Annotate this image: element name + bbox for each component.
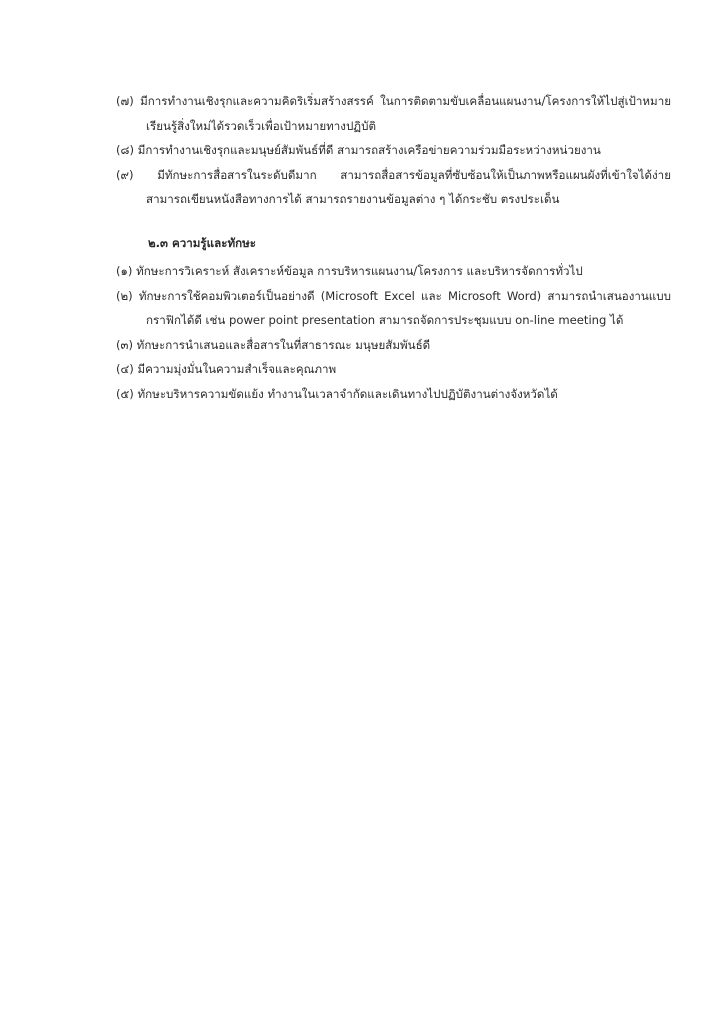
item-number: (๓) <box>116 337 133 352</box>
item-number: (๔) <box>116 362 134 376</box>
item-number: (๗) <box>116 94 134 108</box>
competency-list-continued <box>116 89 671 212</box>
item-text: ทักษะการนำเสนอและสื่อสารในที่สาธารณะ มนุษยสัมพันธ์ดี <box>136 337 431 352</box>
item-text: มีความมุ่งมั่นในความสำเร็จและคุณภาพ <box>137 362 337 376</box>
list-item <box>116 89 671 138</box>
item-number: (๕) <box>116 386 134 401</box>
item-text: ทักษะการใช้คอมพิวเตอร์เป็นอย่างดี (Microsoft Excel และ Microsoft Word) สามารถนำเสนองานแบบกราฟิกได้ดี เช่น power point presentation สามารถจัดการประชุมแบบ on-line meeting ได้ <box>138 288 671 327</box>
list-item <box>116 333 671 358</box>
item-number: (๑) <box>116 264 133 278</box>
item-number: (๒) <box>116 288 133 303</box>
item-number: (๙) <box>116 167 134 182</box>
knowledge-skills-list <box>116 259 671 406</box>
list-item <box>116 382 671 407</box>
item-text: ทักษะการวิเคราะห์ สังเคราะห์ข้อมูล การบริหารแผนงาน/โครงการ และบริหารจัดการทั่วไป <box>136 264 583 278</box>
list-item <box>116 284 671 333</box>
item-text: ทักษะบริหารความขัดแย้ง ทำงานในเวลาจำกัดและเดินทางไปปฏิบัติงานต่างจังหวัดได้ <box>137 386 558 401</box>
list-item <box>116 357 671 382</box>
item-text: มีทักษะการสื่อสารในระดับดีมาก สามารถสื่อสารข้อมูลที่ซับซ้อนให้เป็นภาพหรือแผนผังที่เข้าใจได้ง่าย สามารถเขียนหนังสือทางการได้ สามารถรายงานข้อมูลต่าง ๆ ได้กระชับ ตรงประเด็น <box>146 167 671 206</box>
section-heading: ๒.๓ ความรู้และทักษะ <box>148 236 256 250</box>
item-text: มีการทำงานเชิงรุกและมนุษย์สัมพันธ์ที่ดี สามารถสร้างเครือข่ายความร่วมมือระหว่างหน่วยงาน <box>137 143 601 157</box>
list-item <box>116 163 671 212</box>
list-item <box>116 259 671 284</box>
item-text: มีการทำงานเชิงรุกและความคิดริเริ่มสร้างสรรค์ ในการติดตามขับเคลื่อนแผนงาน/โครงการให้ไปสู่เป้าหมาย เรียนรู้สิ่งใหม่ได้รวดเร็วเพื่อเป้าหมายทางปฏิบัติ <box>140 94 671 133</box>
item-number: (๘) <box>116 143 134 157</box>
list-item <box>116 138 671 163</box>
